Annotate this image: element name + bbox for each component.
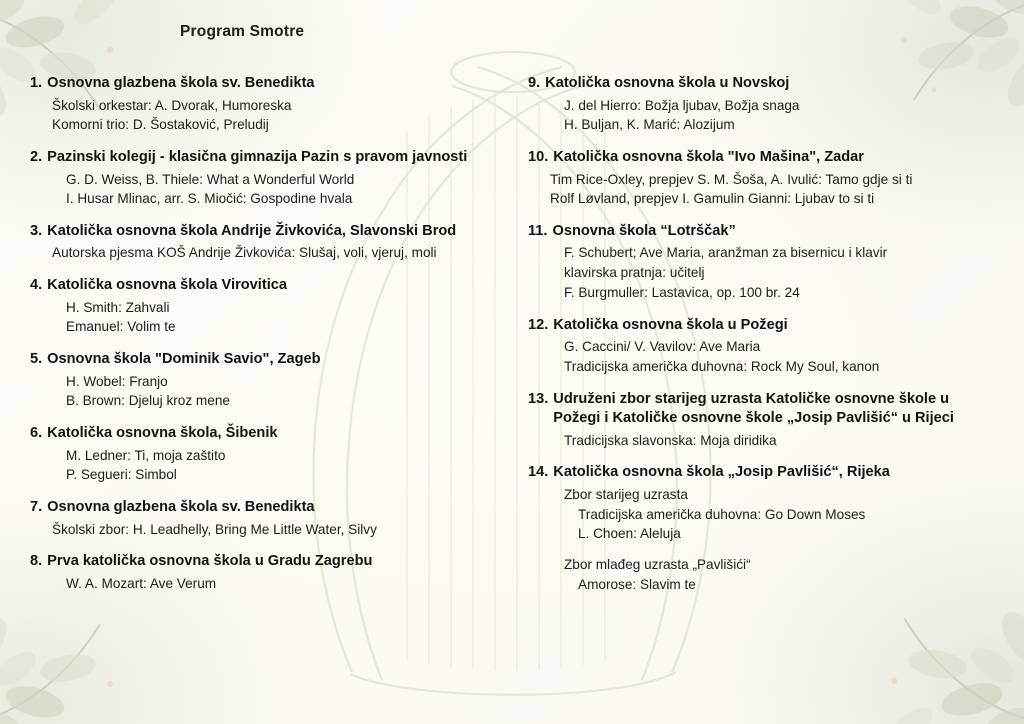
program-entry [528,316,998,377]
program-entry-piece: H. Buljan, K. Marić: Alozijum [564,117,735,133]
program-entry-title: Katolička osnovna škola, Šibenik [47,425,278,442]
program-entry-pieces [528,431,998,451]
program-entry-header [528,390,998,429]
program-entry-pieces [30,446,500,485]
program-entry-header [30,552,500,572]
program-entry-piece: Tradicijska slavonska: Moja diridika [564,432,777,448]
program-entry-pieces [30,372,500,411]
program-entry [30,424,500,485]
program-entry-piece: Tradicijska američka duhovna: Rock My Soul, kanon [564,358,880,374]
program-entry [528,390,998,451]
program-entry-number: 5. [30,351,43,368]
program-entry-piece: Tim Rice-Oxley, prepjev S. M. Šoša, A. Ivulić: Tamo gdje si ti [550,171,913,187]
program-entry-piece: G. Caccini/ V. Vavilov: Ave Maria [564,339,761,355]
program-entry [528,148,998,209]
program-entry-piece: B. Brown: Djeluj kroz mene [66,393,230,409]
program-entry-number: 6. [30,425,43,442]
program-entry-pieces [30,96,500,135]
program-entry [30,222,500,263]
program-entry-number: 3. [30,222,43,239]
program-entry-piece: Školski zbor: H. Leadhelly, Bring Me Little Water, Silvy [52,521,377,537]
program-entry-number: 7. [30,499,43,516]
program-entry-piece: Amorose: Slavim te [578,576,696,592]
page-title: Program Smotre [180,23,305,40]
program-entry [528,74,998,135]
program-entry [30,498,500,539]
program-entry-pieces [30,574,500,594]
program-entry-header [30,498,500,518]
program-entry-title: Katolička osnovna škola Andrije Živkovića, Slavonski Brod [47,222,457,239]
program-entry-number: 13. [528,390,549,407]
program-entry-header [30,74,500,94]
program-entry-piece: Autorska pjesma KOŠ Andrije Živkovića: Slušaj, voli, vjeruj, moli [52,245,437,261]
program-entry [30,350,500,411]
program-entry-pieces [30,243,500,263]
program-entry-piece: F. Burgmuller: Lastavica, op. 100 br. 24 [564,284,800,300]
program-entry-title: Osnovna glazbena škola sv. Benedikta [47,75,315,91]
program-entry-number: 12. [528,316,549,333]
right-column [528,74,998,607]
program-entry-pieces [30,170,500,209]
program-entry-number: 4. [30,277,43,294]
program-entry-title: Osnovna škola "Dominik Savio", Zageb [47,351,321,368]
program-entry-header [30,148,500,168]
program-entry [30,74,500,135]
program-entry-spacer [550,544,998,555]
program-entry-header [528,316,998,336]
program-entry-header [30,350,500,370]
program-entry-header [528,148,998,168]
program-entry-pieces [528,337,998,376]
program-entry-piece: Školski orkestar: A. Dvorak, Humoreska [52,97,292,113]
program-entry-piece: H. Wobel: Franjo [66,373,168,389]
program-entry-piece: Tradicijska američka duhovna: Go Down Moses [578,506,866,522]
program-entry-title: Pazinski kolegij - klasična gimnazija Pazin s pravom javnosti [47,148,468,165]
program-entry-header [30,222,500,242]
program-entry-number: 10. [528,148,549,165]
program-entry-pieces [528,243,998,302]
program-entry-title: Katolička osnovna škola u Novskoj [545,75,790,91]
program-entry-piece: F. Schubert; Ave Maria, aranžman za bisernicu i klavir [564,245,888,261]
program-entry-title: Katolička osnovna škola Virovitica [47,277,287,294]
program-entry-title: Katolička osnovna škola u Požegi [553,316,788,333]
program-entry-number: 1. [30,75,43,91]
program-entry-pieces [528,485,998,595]
program-entry-header [528,463,998,483]
program-entry-title: Katolička osnovna škola "Ivo Mašina", Zadar [553,148,864,165]
program-entry-piece: Komorni trio: D. Šostaković, Preludij [52,117,269,133]
program-entry-piece: klavirska pratnja: učitelj [564,265,705,281]
program-entry-pieces [30,520,500,540]
program-entry-piece: Zbor starijeg uzrasta [564,486,688,502]
program-entry-piece: H. Smith: Zahvali [66,299,170,315]
program-entry-title: Osnovna škola “Lotrščak” [552,222,736,239]
program-entry [30,552,500,593]
program-entry [30,148,500,209]
program-entry-piece: W. A. Mozart: Ave Verum [66,575,217,591]
program-entry-number: 8. [30,553,43,570]
program-entry-piece: J. del Hierro: Božja ljubav, Božja snaga [564,97,800,113]
program-entry-piece: Zbor mlađeg uzrasta „Pavlišići“ [564,556,751,572]
program-entry-title: Udruženi zbor starijeg uzrasta Katoličke osnovne škole u Požegi i Katoličke osnovne škole „Josip Pavlišić“ u Rijeci [553,390,954,427]
program-entry-piece: L. Choen: Aleluja [578,526,681,542]
program-entry-piece: P. Segueri: Simbol [66,467,177,483]
program-entry-piece: Rolf Løvland, prepjev I. Gamulin Gianni: Ljubav to si ti [550,191,875,207]
program-entry-piece: G. D. Weiss, B. Thiele: What a Wonderful World [66,171,355,187]
program-entry-header [30,276,500,296]
program-entry-piece: Emanuel: Volim te [66,319,176,335]
program-entry [528,463,998,594]
program-entry-header [30,424,500,444]
program-entry-title: Katolička osnovna škola „Josip Pavlišić“, Rijeka [553,464,890,481]
program-entry-piece: M. Ledner: Ti, moja zaštito [66,447,226,463]
program-entry-number: 2. [30,148,43,165]
left-column [30,74,500,607]
program-entry [30,276,500,337]
program-entry-pieces [528,96,998,135]
program-entry-title: Osnovna glazbena škola sv. Benedikta [47,499,315,516]
program-entry-piece: I. Husar Mlinac, arr. S. Miočić: Gospodine hvala [66,191,353,207]
program-entry-title: Prva katolička osnovna škola u Gradu Zagrebu [47,553,373,570]
program-entry-number: 11. [528,222,548,239]
program-entry-number: 14. [528,464,549,481]
program-entry-header [528,222,998,242]
program-entry [528,222,998,303]
program-entry-number: 9. [528,75,541,91]
program-entry-header [528,74,998,94]
program-entry-pieces [528,170,998,209]
program-entry-pieces [30,298,500,337]
